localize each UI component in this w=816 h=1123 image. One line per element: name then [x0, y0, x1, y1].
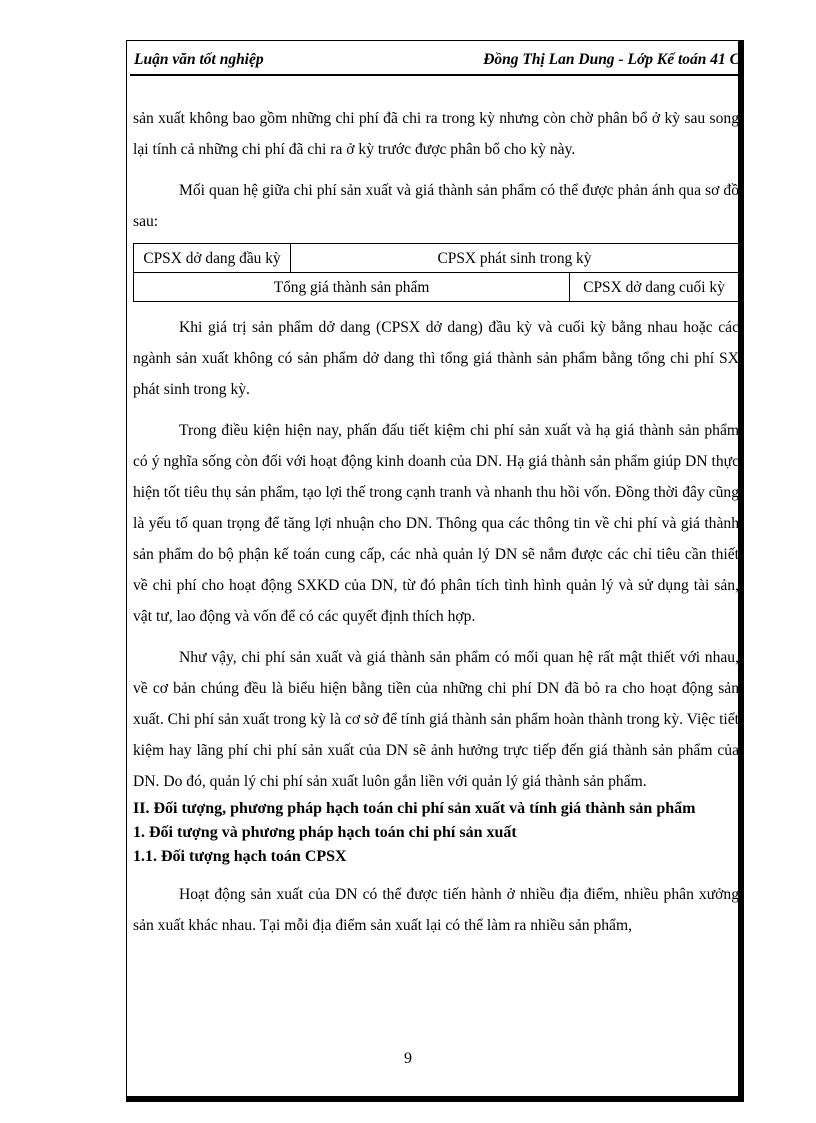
paragraph-conclusion: Như vậy, chi phí sản xuất và giá thành sản phẩm có mối quan hệ rất mật thiết với nhau, về cơ bản chúng đều là biểu hiện bằng tiền của những chi phí DN đã bỏ ra cho hoạt động sản xuất. Chi phí sản xuất trong kỳ là cơ sở để tính giá thành sản phẩm hoàn thành trong kỳ. Việc tiết kiệm hay lãng phí chi phí sản xuất của DN sẽ ảnh hưởng trực tiếp đến giá thành sản phẩm của DN. Do đó, quản lý chi phí sản xuất luôn gắn liền với quản lý giá thành sản phẩm.: [133, 649, 739, 790]
diagram-closing-wip: CPSX dở dang cuối kỳ: [570, 273, 739, 302]
heading-section-1-1: 1.1. Đối tượng hạch toán CPSX: [133, 848, 347, 865]
paragraph-production-locations: Hoạt động sản xuất của DN có thể được tiến hành ở nhiều địa điểm, nhiều phân xưởng sản xuất khác nhau. Tại mỗi địa điểm sản xuất lại có thể làm ra nhiều sản phẩm,: [133, 886, 739, 934]
heading-section-1: 1. Đối tượng và phương pháp hạch toán chi phí sản xuất: [133, 824, 517, 841]
header-divider: [130, 74, 742, 76]
paragraph-cost-saving: Trong điều kiện hiện nay, phấn đấu tiết kiệm chi phí sản xuất và hạ giá thành sản phẩm có ý nghĩa sống còn đối với hoạt động kinh doanh của DN. Hạ giá thành sản phẩm giúp DN thực hiện tốt tiêu thụ sản phẩm, tạo lợi thế trong cạnh tranh và nhanh thu hồi vốn. Đồng thời đây cũng là yếu tố quan trọng để tăng lợi nhuận cho DN. Thông qua các thông tin về chi phí và giá thành sản phẩm do bộ phận kế toán cung cấp, các nhà quản lý DN sẽ nắm được các chỉ tiêu cần thiết về chi phí cho hoạt động SXKD của DN, từ đó phân tích tình hình quản lý và sử dụng tài sản, vật tư, lao động và vốn để có các quyết định thích hợp.: [133, 422, 739, 625]
page-body: [133, 103, 739, 941]
paragraph-equal-wip: Khi giá trị sản phẩm dở dang (CPSX dở dang) đầu kỳ và cuối kỳ bằng nhau hoặc các ngành sản xuất không có sản phẩm dở dang thì tổng giá thành sản phẩm bằng tổng chi phí SX phát sinh trong kỳ.: [133, 319, 739, 398]
running-header: [130, 49, 742, 75]
diagram-incurred-costs: CPSX phát sinh trong kỳ: [291, 244, 739, 273]
page-number: 9: [404, 1050, 412, 1067]
diagram-opening-wip: CPSX dở dang đầu kỳ: [134, 244, 291, 273]
heading-section-ii: II. Đối tượng, phương pháp hạch toán chi phí sản xuất và tính giá thành sản phẩm: [133, 800, 696, 817]
cost-relationship-diagram: [133, 243, 739, 302]
diagram-total-product-cost: Tổng giá thành sản phẩm: [134, 273, 570, 302]
paragraph-continuation: sản xuất không bao gồm những chi phí đã chi ra trong kỳ nhưng còn chờ phân bổ ở kỳ sau song lại tính cả những chi phí đã chi ra ở kỳ trước được phân bổ cho kỳ này.: [133, 110, 739, 158]
header-left-title: Luận văn tốt nghiệp: [134, 51, 264, 68]
header-author: Đồng Thị Lan Dung - Lớp Kế toán 41 C: [483, 51, 740, 68]
paragraph-relationship-intro: Mối quan hệ giữa chi phí sản xuất và giá thành sản phẩm có thể được phản ánh qua sơ đồ sau:: [133, 182, 739, 230]
